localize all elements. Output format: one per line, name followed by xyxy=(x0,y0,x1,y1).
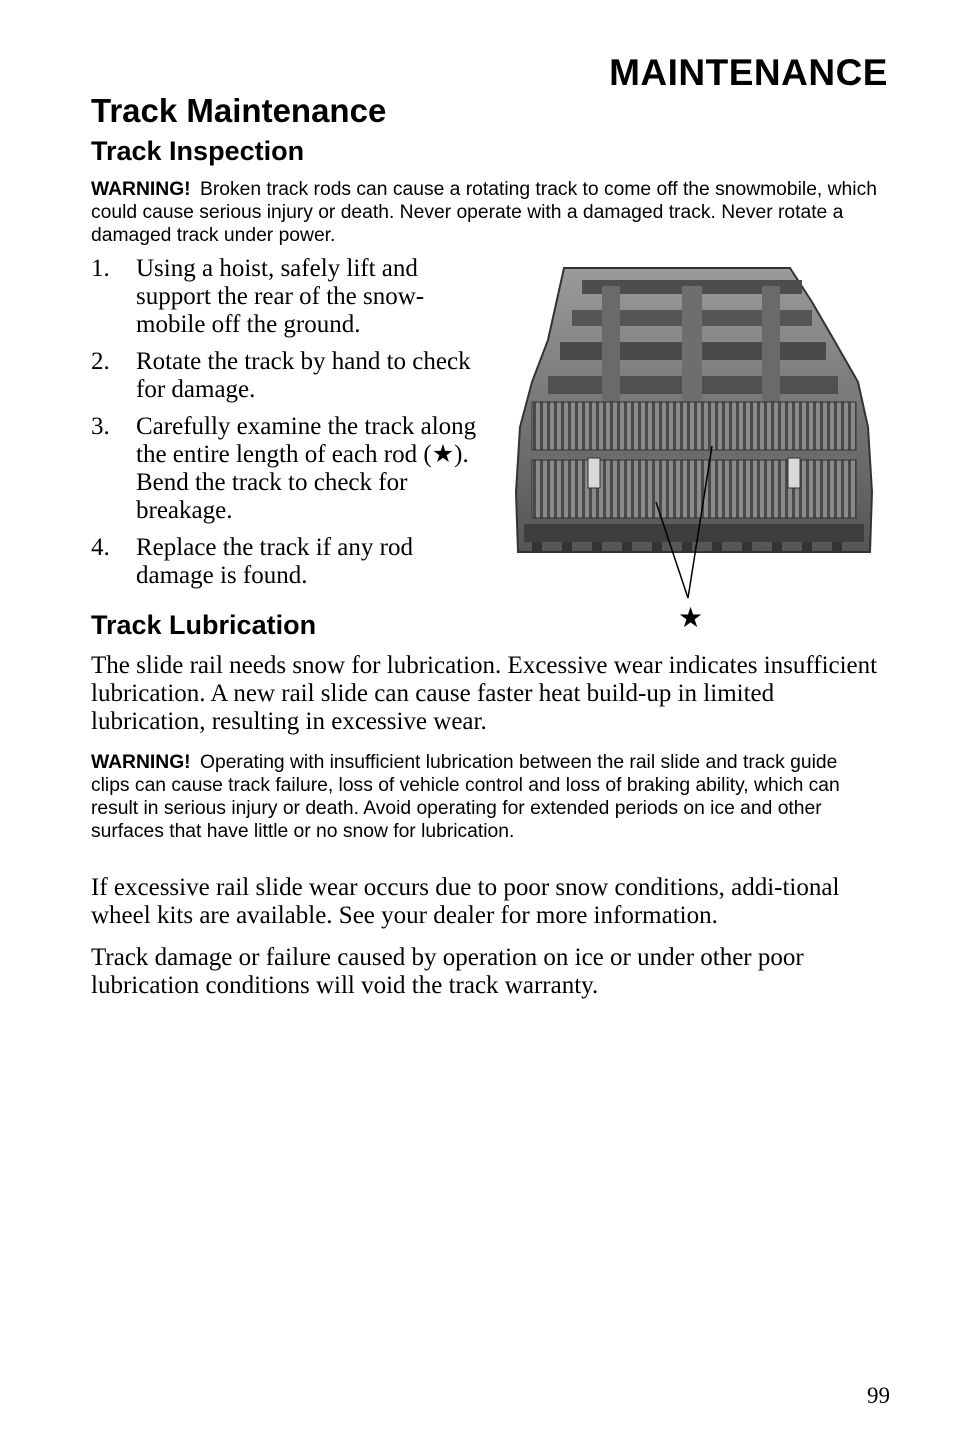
track-lubrication-heading: Track Lubrication xyxy=(91,610,317,640)
list-item xyxy=(91,413,481,525)
list-item xyxy=(91,534,481,590)
step-text: Using a hoist, safely lift and support the rear of the snow-mobile off the ground. xyxy=(136,255,425,338)
inspection-steps xyxy=(91,255,481,599)
page-title: Track Maintenance xyxy=(91,92,387,129)
step-number: 1. xyxy=(91,255,110,282)
step-text: Replace the track if any rod damage is found. xyxy=(136,534,413,589)
step-text: Carefully examine the track along the entire length of each rod (★). Bend the track to check for breakage. xyxy=(136,413,477,524)
warning-text: Operating with insufficient lubrication between the rail slide and track guide clips can cause track failure, loss of vehicle control and loss of braking ability, which can result in serious injury or death. Avoid operating for extended periods on ice and other surfaces that have little or no snow for lubrication. xyxy=(91,752,840,842)
step-number: 4. xyxy=(91,534,110,561)
warning-label: WARNING! xyxy=(91,752,191,773)
track-image xyxy=(516,268,872,552)
track-inspection-warning xyxy=(91,178,881,247)
step-text: Rotate the track by hand to check for damage. xyxy=(136,348,471,403)
warning-label: WARNING! xyxy=(91,179,191,200)
warning-text: Broken track rods can cause a rotating track to come off the snowmobile, which could cause serious injury or death. Never operate with a damaged track. Never rotate a damaged track under power. xyxy=(91,179,877,246)
track-lubrication-warning xyxy=(91,751,881,843)
section-header: MAINTENANCE xyxy=(609,52,888,93)
track-inspection-heading: Track Inspection xyxy=(91,136,305,166)
wheel-kits-paragraph: If excessive rail slide wear occurs due to poor snow conditions, addi-tional wheel kits are available. See your dealer for more information. xyxy=(91,874,840,929)
list-item xyxy=(91,348,481,404)
list-item xyxy=(91,255,481,339)
step-number: 2. xyxy=(91,348,110,375)
lubrication-intro: The slide rail needs snow for lubrication. Excessive wear indicates insufficient lubrication. A new rail slide can cause faster heat build-up in limited lubrication, resulting in excessive wear. xyxy=(91,652,878,735)
page-number: 99 xyxy=(867,1383,890,1408)
track-rod-figure xyxy=(512,262,874,640)
step-number: 3. xyxy=(91,413,110,440)
star-marker: ★ xyxy=(678,601,704,634)
warranty-paragraph: Track damage or failure caused by operation on ice or under other poor lubrication conditions will void the track warranty. xyxy=(91,944,804,999)
